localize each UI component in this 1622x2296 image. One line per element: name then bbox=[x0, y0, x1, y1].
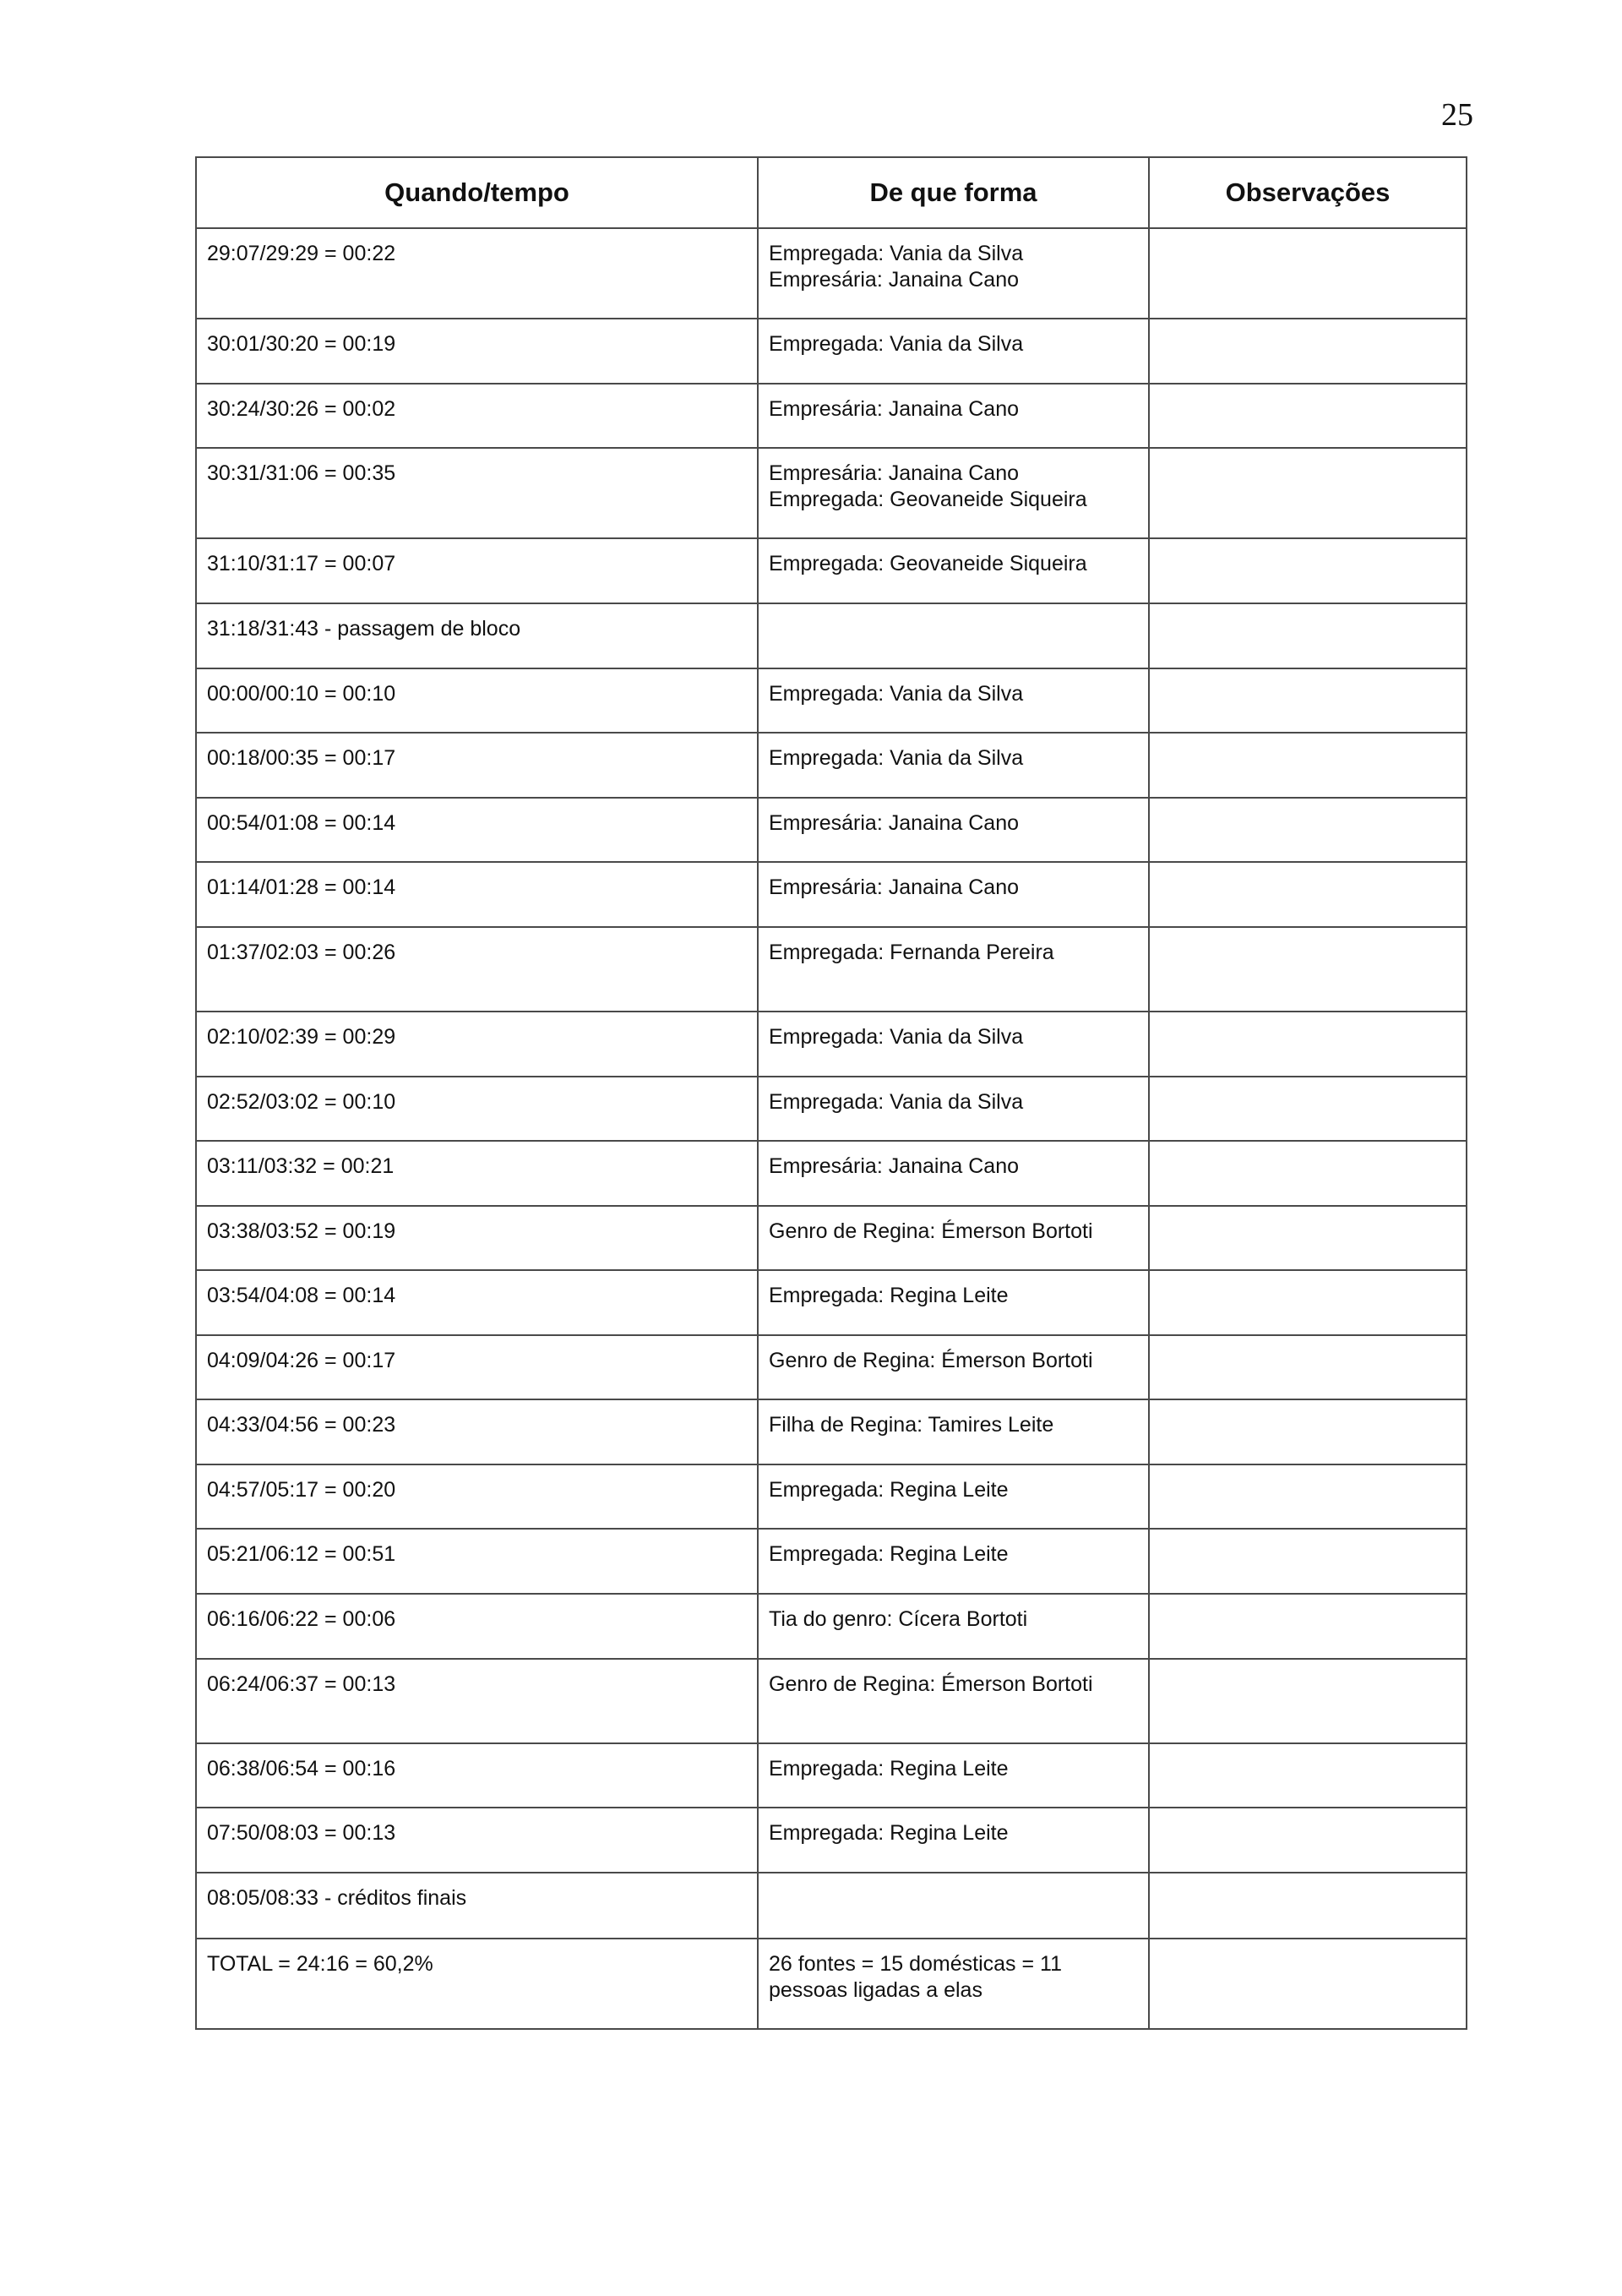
table-body bbox=[196, 228, 1467, 2029]
cell-quando-tempo-text: 31:10/31:17 = 00:07 bbox=[207, 552, 396, 575]
table-row bbox=[196, 603, 1467, 668]
cell-observacoes bbox=[1149, 448, 1467, 538]
cell-quando-tempo bbox=[196, 1141, 758, 1206]
timing-table bbox=[195, 156, 1467, 2030]
cell-de-que-forma-text: Genro de Regina: Émerson Bortoti bbox=[769, 1349, 1093, 1372]
cell-quando-tempo-text: 00:00/00:10 = 00:10 bbox=[207, 682, 396, 706]
cell-quando-tempo bbox=[196, 927, 758, 1012]
cell-de-que-forma bbox=[758, 319, 1149, 384]
table-header-row bbox=[196, 157, 1467, 228]
cell-quando-tempo bbox=[196, 668, 758, 733]
cell-de-que-forma bbox=[758, 1873, 1149, 1939]
cell-de-que-forma bbox=[758, 1594, 1149, 1659]
table-row bbox=[196, 1206, 1467, 1270]
cell-de-que-forma-text: Tia do genro: Cícera Bortoti bbox=[769, 1607, 1028, 1631]
cell-quando-tempo-text: 01:14/01:28 = 00:14 bbox=[207, 875, 396, 899]
cell-de-que-forma bbox=[758, 927, 1149, 1012]
cell-de-que-forma-text: Empregada: Regina Leite bbox=[769, 1284, 1009, 1307]
cell-de-que-forma bbox=[758, 1529, 1149, 1594]
cell-observacoes bbox=[1149, 1808, 1467, 1873]
table-row bbox=[196, 1873, 1467, 1939]
cell-de-que-forma bbox=[758, 1335, 1149, 1399]
cell-quando-tempo bbox=[196, 798, 758, 862]
cell-de-que-forma-text: Empregada: Regina Leite bbox=[769, 1542, 1009, 1566]
cell-de-que-forma-text: Empregada: Regina Leite bbox=[769, 1757, 1009, 1781]
cell-de-que-forma-text: Empregada: Vania da Silva bbox=[769, 746, 1024, 770]
cell-de-que-forma bbox=[758, 733, 1149, 798]
cell-de-que-forma bbox=[758, 1808, 1149, 1873]
cell-observacoes bbox=[1149, 1399, 1467, 1464]
cell-observacoes bbox=[1149, 1335, 1467, 1399]
table-row bbox=[196, 1270, 1467, 1335]
table-row bbox=[196, 228, 1467, 319]
cell-quando-tempo bbox=[196, 538, 758, 603]
cell-observacoes bbox=[1149, 1529, 1467, 1594]
cell-quando-tempo-text: 04:57/05:17 = 00:20 bbox=[207, 1478, 396, 1502]
cell-quando-tempo-text: 30:31/31:06 = 00:35 bbox=[207, 461, 396, 485]
cell-observacoes bbox=[1149, 798, 1467, 862]
cell-observacoes bbox=[1149, 733, 1467, 798]
cell-de-que-forma bbox=[758, 1270, 1149, 1335]
cell-quando-tempo-text: 07:50/08:03 = 00:13 bbox=[207, 1821, 396, 1845]
cell-quando-tempo bbox=[196, 733, 758, 798]
cell-quando-tempo-text: TOTAL = 24:16 = 60,2% bbox=[207, 1952, 433, 1976]
table-row bbox=[196, 733, 1467, 798]
cell-observacoes bbox=[1149, 1464, 1467, 1529]
table-row bbox=[196, 862, 1467, 927]
table-row bbox=[196, 1939, 1467, 2029]
cell-quando-tempo bbox=[196, 1594, 758, 1659]
table-row bbox=[196, 1012, 1467, 1077]
table-row bbox=[196, 1529, 1467, 1594]
cell-quando-tempo bbox=[196, 1077, 758, 1141]
cell-de-que-forma-text: Empregada: Regina Leite bbox=[769, 1478, 1009, 1502]
table-row bbox=[196, 319, 1467, 384]
cell-de-que-forma bbox=[758, 1659, 1149, 1743]
cell-observacoes bbox=[1149, 668, 1467, 733]
table-row bbox=[196, 1464, 1467, 1529]
cell-observacoes bbox=[1149, 1939, 1467, 2029]
cell-quando-tempo-text: 30:24/30:26 = 00:02 bbox=[207, 397, 396, 421]
cell-quando-tempo bbox=[196, 1808, 758, 1873]
cell-quando-tempo-text: 06:24/06:37 = 00:13 bbox=[207, 1672, 396, 1696]
cell-de-que-forma bbox=[758, 1464, 1149, 1529]
cell-quando-tempo bbox=[196, 1743, 758, 1808]
cell-observacoes bbox=[1149, 1743, 1467, 1808]
cell-quando-tempo bbox=[196, 448, 758, 538]
table-row bbox=[196, 668, 1467, 733]
cell-observacoes bbox=[1149, 1206, 1467, 1270]
cell-de-que-forma bbox=[758, 1939, 1149, 2029]
cell-quando-tempo-text: 03:11/03:32 = 00:21 bbox=[207, 1154, 395, 1178]
cell-quando-tempo bbox=[196, 862, 758, 927]
cell-de-que-forma bbox=[758, 668, 1149, 733]
cell-de-que-forma bbox=[758, 384, 1149, 448]
cell-de-que-forma-text: Empregada: Fernanda Pereira bbox=[769, 941, 1054, 964]
cell-quando-tempo-text: 06:16/06:22 = 00:06 bbox=[207, 1607, 396, 1631]
cell-quando-tempo bbox=[196, 1270, 758, 1335]
header-de-que-forma: De que forma bbox=[758, 157, 1149, 228]
cell-de-que-forma bbox=[758, 862, 1149, 927]
cell-de-que-forma-text: Genro de Regina: Émerson Bortoti bbox=[769, 1672, 1093, 1696]
cell-de-que-forma-text: Empresária: Janaina Cano bbox=[769, 875, 1019, 899]
cell-quando-tempo bbox=[196, 319, 758, 384]
cell-quando-tempo bbox=[196, 603, 758, 668]
cell-quando-tempo bbox=[196, 1464, 758, 1529]
cell-de-que-forma bbox=[758, 798, 1149, 862]
cell-quando-tempo bbox=[196, 1335, 758, 1399]
cell-quando-tempo bbox=[196, 1873, 758, 1939]
cell-de-que-forma-text: Filha de Regina: Tamires Leite bbox=[769, 1413, 1054, 1437]
cell-quando-tempo bbox=[196, 384, 758, 448]
cell-de-que-forma-text: Empregada: Vania da Silva bbox=[769, 332, 1024, 356]
table-row bbox=[196, 1808, 1467, 1873]
cell-quando-tempo-text: 05:21/06:12 = 00:51 bbox=[207, 1542, 396, 1566]
cell-observacoes bbox=[1149, 1141, 1467, 1206]
table-row bbox=[196, 1077, 1467, 1141]
cell-quando-tempo bbox=[196, 1939, 758, 2029]
table-row bbox=[196, 927, 1467, 1012]
cell-de-que-forma bbox=[758, 1141, 1149, 1206]
cell-quando-tempo-text: 00:18/00:35 = 00:17 bbox=[207, 746, 396, 770]
cell-quando-tempo-text: 02:10/02:39 = 00:29 bbox=[207, 1025, 396, 1049]
cell-quando-tempo-text: 08:05/08:33 - créditos finais bbox=[207, 1886, 467, 1910]
cell-quando-tempo-text: 03:54/04:08 = 00:14 bbox=[207, 1284, 396, 1307]
cell-observacoes bbox=[1149, 862, 1467, 927]
cell-de-que-forma bbox=[758, 538, 1149, 603]
cell-quando-tempo-text: 04:33/04:56 = 00:23 bbox=[207, 1413, 396, 1437]
cell-observacoes bbox=[1149, 1659, 1467, 1743]
table-row bbox=[196, 1335, 1467, 1399]
header-observacoes: Observações bbox=[1149, 157, 1467, 228]
cell-quando-tempo bbox=[196, 1659, 758, 1743]
cell-de-que-forma bbox=[758, 603, 1149, 668]
cell-observacoes bbox=[1149, 228, 1467, 319]
cell-de-que-forma-text: 26 fontes = 15 domésticas = 11 pessoas ligadas a elas bbox=[769, 1952, 1062, 2002]
cell-observacoes bbox=[1149, 538, 1467, 603]
cell-de-que-forma-text: Genro de Regina: Émerson Bortoti bbox=[769, 1219, 1093, 1243]
cell-observacoes bbox=[1149, 319, 1467, 384]
cell-quando-tempo-text: 02:52/03:02 = 00:10 bbox=[207, 1090, 396, 1114]
cell-quando-tempo-text: 01:37/02:03 = 00:26 bbox=[207, 941, 396, 964]
cell-quando-tempo bbox=[196, 1529, 758, 1594]
cell-quando-tempo bbox=[196, 1012, 758, 1077]
cell-de-que-forma-text: Empregada: Vania da Silva bbox=[769, 1090, 1024, 1114]
cell-quando-tempo bbox=[196, 228, 758, 319]
cell-quando-tempo-text: 03:38/03:52 = 00:19 bbox=[207, 1219, 396, 1243]
cell-observacoes bbox=[1149, 927, 1467, 1012]
cell-de-que-forma bbox=[758, 228, 1149, 319]
cell-observacoes bbox=[1149, 603, 1467, 668]
cell-de-que-forma bbox=[758, 1399, 1149, 1464]
cell-observacoes bbox=[1149, 1594, 1467, 1659]
cell-de-que-forma-text: Empresária: Janaina Cano bbox=[769, 1154, 1019, 1178]
cell-de-que-forma bbox=[758, 1206, 1149, 1270]
cell-observacoes bbox=[1149, 1873, 1467, 1939]
table-row bbox=[196, 1399, 1467, 1464]
table-row bbox=[196, 1743, 1467, 1808]
cell-quando-tempo-text: 31:18/31:43 - passagem de bloco bbox=[207, 617, 521, 641]
table-row bbox=[196, 384, 1467, 448]
cell-de-que-forma bbox=[758, 1743, 1149, 1808]
cell-de-que-forma bbox=[758, 448, 1149, 538]
page-number: 25 bbox=[1441, 97, 1473, 133]
table-row bbox=[196, 798, 1467, 862]
table-row bbox=[196, 1594, 1467, 1659]
table-row bbox=[196, 1659, 1467, 1743]
cell-de-que-forma bbox=[758, 1012, 1149, 1077]
cell-quando-tempo-text: 30:01/30:20 = 00:19 bbox=[207, 332, 396, 356]
cell-quando-tempo-text: 06:38/06:54 = 00:16 bbox=[207, 1757, 396, 1781]
cell-quando-tempo bbox=[196, 1206, 758, 1270]
cell-quando-tempo-text: 29:07/29:29 = 00:22 bbox=[207, 242, 396, 265]
cell-de-que-forma-text: Empresária: Janaina Cano bbox=[769, 397, 1019, 421]
cell-observacoes bbox=[1149, 384, 1467, 448]
cell-de-que-forma-text: Empregada: Vania da Silva Empresária: Janaina Cano bbox=[769, 242, 1024, 292]
header-quando-tempo: Quando/tempo bbox=[196, 157, 758, 228]
cell-de-que-forma bbox=[758, 1077, 1149, 1141]
cell-de-que-forma-text: Empregada: Geovaneide Siqueira bbox=[769, 552, 1087, 575]
cell-de-que-forma-text: Empregada: Vania da Silva bbox=[769, 1025, 1024, 1049]
cell-de-que-forma-text: Empresária: Janaina Cano Empregada: Geovaneide Siqueira bbox=[769, 461, 1087, 511]
table-row bbox=[196, 538, 1467, 603]
cell-de-que-forma-text: Empregada: Regina Leite bbox=[769, 1821, 1009, 1845]
cell-quando-tempo-text: 04:09/04:26 = 00:17 bbox=[207, 1349, 396, 1372]
cell-de-que-forma-text: Empregada: Vania da Silva bbox=[769, 682, 1024, 706]
cell-quando-tempo-text: 00:54/01:08 = 00:14 bbox=[207, 811, 396, 835]
cell-de-que-forma-text: Empresária: Janaina Cano bbox=[769, 811, 1019, 835]
cell-observacoes bbox=[1149, 1270, 1467, 1335]
table-row bbox=[196, 448, 1467, 538]
cell-observacoes bbox=[1149, 1012, 1467, 1077]
table-row bbox=[196, 1141, 1467, 1206]
cell-observacoes bbox=[1149, 1077, 1467, 1141]
cell-quando-tempo bbox=[196, 1399, 758, 1464]
